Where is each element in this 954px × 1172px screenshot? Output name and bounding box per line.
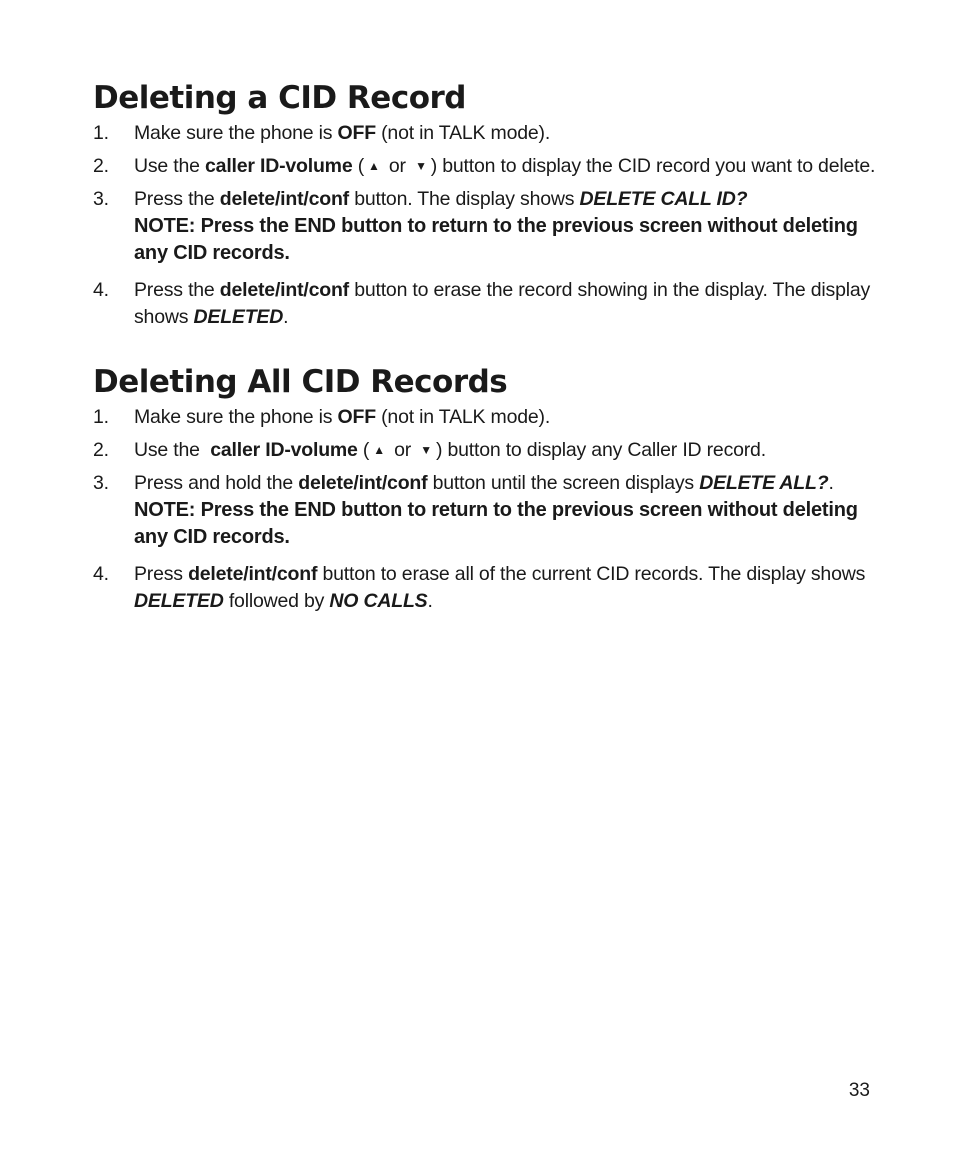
step-text: ( <box>357 439 370 461</box>
step-item <box>93 437 893 464</box>
step-text: Press <box>134 563 189 585</box>
step-text: (not in TALK mode). <box>375 122 551 144</box>
step-number: 4. <box>93 279 109 301</box>
step-text: Use the <box>134 439 211 461</box>
step-number: 4. <box>93 563 109 585</box>
down-arrow-icon: ▼ <box>420 443 432 457</box>
step-item <box>93 153 893 180</box>
step-keyword: delete/int/conf <box>188 563 318 585</box>
step-item <box>93 470 893 551</box>
display-message: DELETED <box>134 590 224 612</box>
step-text: or <box>383 155 412 177</box>
step-text: Make sure the phone is <box>134 406 338 428</box>
step-item <box>93 120 893 147</box>
step-text: Press and hold the <box>134 472 299 494</box>
step-text: button to erase all of the current CID records. The display shows <box>317 563 866 585</box>
note-text: NOTE: Press the END button to return to the previous screen without deleting any CID records. <box>134 499 858 548</box>
step-text: . <box>427 590 433 612</box>
up-arrow-icon: ▲ <box>373 443 385 457</box>
step-keyword: caller ID-volume <box>205 155 353 177</box>
step-text: Make sure the phone is <box>134 122 338 144</box>
down-arrow-icon: ▼ <box>415 159 427 173</box>
step-item <box>93 561 893 615</box>
step-text: Press the <box>134 279 220 301</box>
section-deleting-all-cid-records <box>93 364 893 621</box>
step-text: button. The display shows <box>348 188 580 210</box>
step-text: button to erase the record showing in the display. The display shows <box>134 279 871 328</box>
steps-list <box>93 120 893 331</box>
step-number: 1. <box>93 406 109 428</box>
section-deleting-cid-record <box>93 80 893 337</box>
section-title: Deleting a CID Record <box>93 80 466 116</box>
up-arrow-icon: ▲ <box>368 159 380 173</box>
display-message: DELETED <box>193 306 284 328</box>
step-number: 3. <box>93 188 109 210</box>
step-text: ) button to display any Caller ID record. <box>435 439 766 461</box>
step-keyword: OFF <box>337 122 376 144</box>
step-text: . <box>828 472 834 494</box>
display-message: NO CALLS <box>329 590 428 612</box>
steps-list <box>93 404 893 615</box>
step-keyword: delete/int/conf <box>219 188 349 210</box>
step-number: 2. <box>93 439 109 461</box>
step-number: 2. <box>93 155 109 177</box>
step-number: 1. <box>93 122 109 144</box>
step-item <box>93 404 893 431</box>
step-text: . <box>283 306 289 328</box>
step-item <box>93 186 893 267</box>
step-text: ( <box>352 155 364 177</box>
step-keyword: delete/int/conf <box>219 279 349 301</box>
step-keyword: OFF <box>337 406 376 428</box>
step-text: button until the screen displays <box>427 472 700 494</box>
step-text: or <box>388 439 417 461</box>
note-text: NOTE: Press the END button to return to the previous screen without deleting any CID records. <box>134 215 858 264</box>
step-text: followed by <box>223 590 330 612</box>
step-item <box>93 277 893 331</box>
step-text: Press the <box>134 188 220 210</box>
step-keyword: delete/int/conf <box>298 472 428 494</box>
step-number: 3. <box>93 472 109 494</box>
page-number: 33 <box>848 1080 870 1101</box>
step-text: (not in TALK mode). <box>375 406 551 428</box>
display-message: DELETE CALL ID? <box>579 188 748 210</box>
step-keyword: caller ID-volume <box>210 439 358 461</box>
section-title: Deleting All CID Records <box>93 364 508 400</box>
step-text: ) button to display the CID record you want to delete. <box>430 155 876 177</box>
display-message: DELETE ALL? <box>699 472 829 494</box>
step-text: Use the <box>134 155 206 177</box>
